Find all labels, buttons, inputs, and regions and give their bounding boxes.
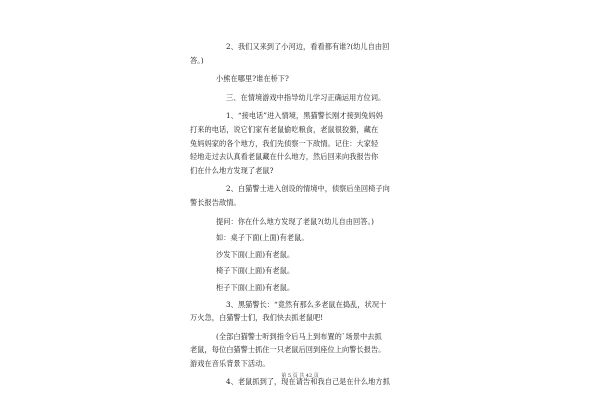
- page-footer: [0, 372, 600, 379]
- text-line: 万火急，白猫警士们，我们快去抓老鼠吧!: [190, 313, 324, 323]
- page-number: 第 5 页 共 42 页: [281, 373, 319, 379]
- paragraph-activity: [190, 330, 412, 371]
- document-body: [190, 40, 412, 389]
- paragraph-step-2: [190, 182, 412, 209]
- text-line: 2、我们又来到了小河边，看看都有谁?(幼儿自由回: [226, 42, 390, 51]
- text-line: 3、黑猫警长：“竟然有那么多老鼠在捣乱，状况十: [226, 299, 387, 309]
- paragraph-2: [190, 40, 412, 67]
- text-line: (全部白猫警士听到指令后马上到布置的`场景中去抓: [216, 331, 382, 341]
- text-line: 1、“接电话”进入情境，黑猫警长刚才接到兔妈妈: [226, 111, 383, 121]
- paragraph-prompt: [190, 215, 412, 229]
- text-line: 打来的电话，说它们家有老鼠偷吃粮食，老鼠很狡猾，藏在: [190, 124, 379, 134]
- paragraph-step-1: [190, 109, 412, 177]
- text-line: 提问：你在什么地方发现了老鼠?(幼儿自由回答。): [216, 216, 375, 226]
- text-line: 4、老鼠抓到了，现在请告和我自己是在什么地方抓: [226, 377, 390, 387]
- text-line: 老鼠，每位白猫警士抓住一只老鼠后回到座位上向警长报告。: [190, 345, 386, 355]
- text-line: 警长报告敌情。: [190, 197, 241, 207]
- paragraph-question: [190, 72, 412, 86]
- paragraph-example: [190, 264, 412, 278]
- paragraph-example: [190, 281, 412, 295]
- text-line: 兔妈妈家的各个地方，我们先侦察一下敌情。记住：大家轻: [190, 138, 379, 148]
- section-heading-3: [190, 91, 412, 105]
- text-line: 们在什么地方发现了老鼠?: [190, 165, 274, 175]
- text-line: 2、白猫警士进入创设的情境中，侦察后坐回椅子向: [226, 184, 390, 194]
- paragraph-example: [190, 248, 412, 262]
- text-line: 如：桌子下面(上面)有老鼠。: [216, 233, 309, 243]
- text-line: 游戏在音乐背景下活动。: [190, 358, 270, 368]
- paragraph-step-3: [190, 298, 412, 325]
- text-line: 答。): [190, 55, 204, 65]
- text-line: 沙发下面(上面)有老鼠。: [216, 249, 295, 259]
- text-line: 轻地走过去认真看老鼠藏在什么地方，然后回来向我报告你: [190, 152, 379, 162]
- text-line: 小熊在哪里?谁在桥下?: [216, 74, 289, 84]
- text-line: 三、在情境游戏中指导幼儿学习正确运用方位词。: [226, 92, 386, 102]
- text-line: 椅子下面(上面)有老鼠。: [216, 266, 295, 276]
- text-line: 柜子下面(上面)有老鼠。: [216, 282, 295, 292]
- paragraph-example: [190, 231, 412, 245]
